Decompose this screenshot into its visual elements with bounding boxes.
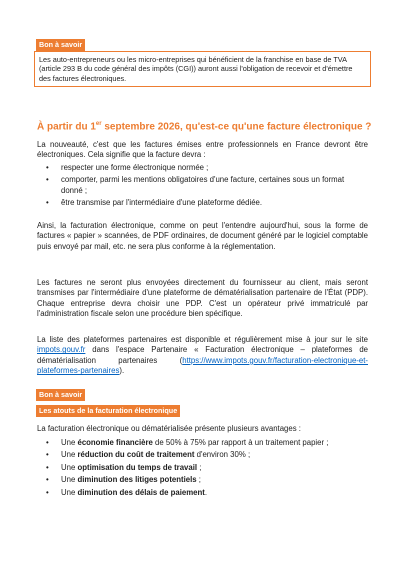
item-bold: diminution des litiges potentiels xyxy=(77,475,197,485)
paragraph-text: ). xyxy=(119,366,125,376)
bon-a-savoir-tag: Bon à savoir xyxy=(36,39,85,51)
list-item xyxy=(37,463,368,473)
item-text: Une xyxy=(61,450,78,460)
paragraph: Ainsi, la facturation électronique, comme on peut l'entendre aujourd'hui, sous la forme de factures « papier » scannées, de PDF ordinaires, de document généré par le logiciel comptable puis envoyé par mail, etc. ne sera plus conforme à la réglementation. xyxy=(37,221,368,251)
intro-paragraph: La nouveauté, c'est que les factures émises entre professionnels en France devront être électroniques. Cela signifie que la facture devra : xyxy=(37,140,368,160)
list-item xyxy=(37,475,368,485)
atouts-intro: La facturation électronique ou dématérialisée présente plusieurs avantages : xyxy=(37,424,301,433)
bullet-icon: • xyxy=(46,475,49,485)
item-text: d'environ 30% ; xyxy=(194,450,251,460)
item-bold: réduction du coût de traitement xyxy=(77,450,195,460)
title-part: À partir du 1 xyxy=(37,121,96,133)
list-item xyxy=(37,438,368,448)
list-item xyxy=(37,163,368,173)
bullet-icon: • xyxy=(46,163,49,172)
title-sup: er xyxy=(95,121,102,127)
bullet-icon: • xyxy=(46,462,49,472)
list-item-text: respecter une forme électronique normée ; xyxy=(61,163,209,172)
partenaires-url-link[interactable]: https://www.impots.gouv.fr/facturation-electronique-et-plateformes-partenaires xyxy=(37,355,368,376)
bullet-icon: • xyxy=(46,175,49,185)
item-text: . xyxy=(204,487,208,497)
bon-a-savoir-tag: Bon à savoir xyxy=(36,389,85,401)
requirements-list xyxy=(37,163,368,211)
item-bold: économie financière xyxy=(77,438,153,447)
bullet-icon: • xyxy=(46,487,49,497)
info-box xyxy=(34,51,371,87)
item-text: ; xyxy=(197,462,202,472)
bullet-icon: • xyxy=(46,198,49,208)
item-text: de 50% à 75% par rapport à un traitement papier ; xyxy=(152,438,329,447)
section-title xyxy=(37,121,371,132)
item-bold: optimisation du temps de travail xyxy=(77,462,198,472)
paragraph-text: La liste des plateformes partenaires est disponible et régulièrement mise à jour sur le site xyxy=(37,335,368,344)
item-bold: diminution des délais de paiement xyxy=(77,487,205,497)
bullet-icon: • xyxy=(46,450,49,460)
item-text: Une xyxy=(61,438,78,447)
item-text: Une xyxy=(61,487,78,497)
paragraph-text: dans l'espace Partenaire « Facturation électronique – plateformes de dématérialisation partenaires xyxy=(37,345,368,365)
atouts-subtitle: Les atouts de la facturation électronique xyxy=(36,405,180,417)
list-item xyxy=(37,175,368,196)
advantages-list xyxy=(37,438,368,500)
paragraph: Les factures ne seront plus envoyées directement du fournisseur au client, mais seront transmises par l'intermédiaire d'une plateforme de dématérialisation partenaire de l'État (PDP). Chaque entreprise devra choisir une PDP. C'est un opérateur privé immatriculé par l'administration fiscale selon une procédure bien spécifique. xyxy=(37,278,368,319)
impots-link[interactable]: impots.gouv.fr xyxy=(37,345,86,355)
list-item xyxy=(37,450,368,460)
title-part: septembre 2026, qu'est-ce qu'une facture électronique ? xyxy=(101,121,372,133)
item-text: Une xyxy=(61,462,78,472)
list-item-text: être transmise par l'intermédiaire d'une plateforme dédiée. xyxy=(61,198,263,208)
list-item xyxy=(37,198,368,208)
item-text: Une xyxy=(61,475,78,485)
list-item xyxy=(37,488,368,498)
info-box-text: Les auto-entrepreneurs ou les micro-entreprises qui bénéficient de la franchise en base de TVA (article 293 B du code général des impôts (CGI)) auront aussi l'obligation de recevoir et d'émettre des factures électroniques. xyxy=(39,55,353,83)
bullet-icon: • xyxy=(46,438,49,447)
list-item-text: comporter, parmi les mentions obligatoires d'une facture, certaines sous un format donné ; xyxy=(61,175,345,195)
item-text: ; xyxy=(196,475,201,485)
paragraph-link: La liste des plateformes partenaires est disponible et régulièrement mise à jour sur le site impots.gouv.fr dans l'espace Partenaire « Facturation électronique – plateformes de dématérialisation partenaires (https://www.impots.gouv.fr/facturation-electronique-et-plateformes-partenaires). xyxy=(37,335,368,376)
